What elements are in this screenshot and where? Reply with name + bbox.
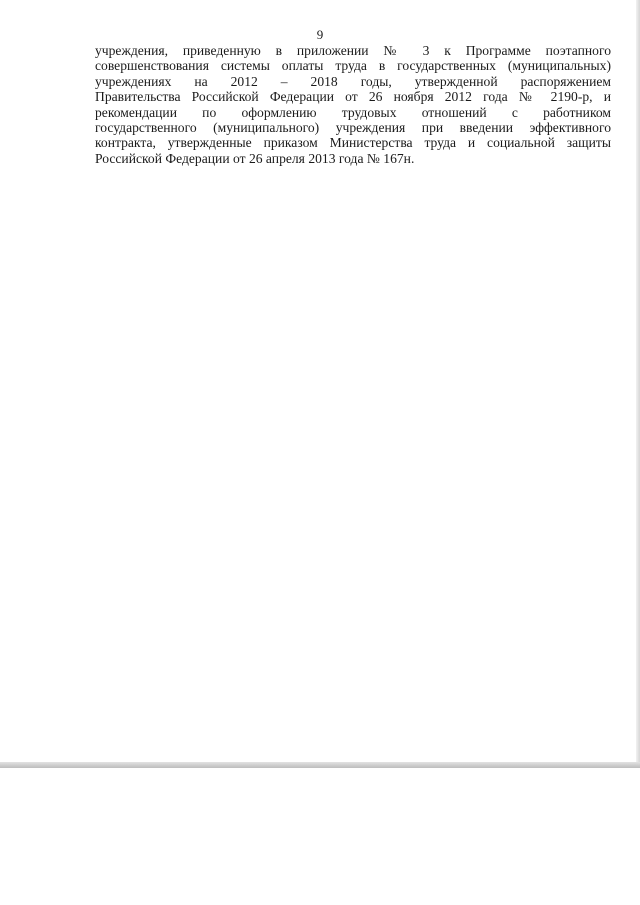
text-line: Правительства Российской Федерации от 26 ноября 2012 года № 2190-р, и	[95, 89, 611, 105]
text-line: учреждения, приведенную в приложении № 3 к Программе поэтапного	[95, 43, 611, 58]
text-line: Российской Федерации от 26 апреля 2013 года № 167н.	[95, 150, 415, 166]
text-line: рекомендации по оформлению трудовых отношений с работником	[95, 104, 611, 120]
page-number: 9	[316, 27, 324, 42]
text-line: контракта, утвержденные приказом Министерства труда и социальной защиты	[95, 135, 611, 151]
scan-bottom-edge	[0, 762, 640, 768]
scan-right-edge	[636, 0, 640, 768]
text-line: государственного (муниципального) учреждения при введении эффективного	[95, 120, 611, 136]
text-line: совершенствования системы оплаты труда в государственных (муниципальных)	[95, 58, 611, 74]
body-paragraph	[95, 43, 611, 166]
text-line: учреждениях на 2012 – 2018 годы, утвержденной распоряжением	[95, 73, 611, 89]
